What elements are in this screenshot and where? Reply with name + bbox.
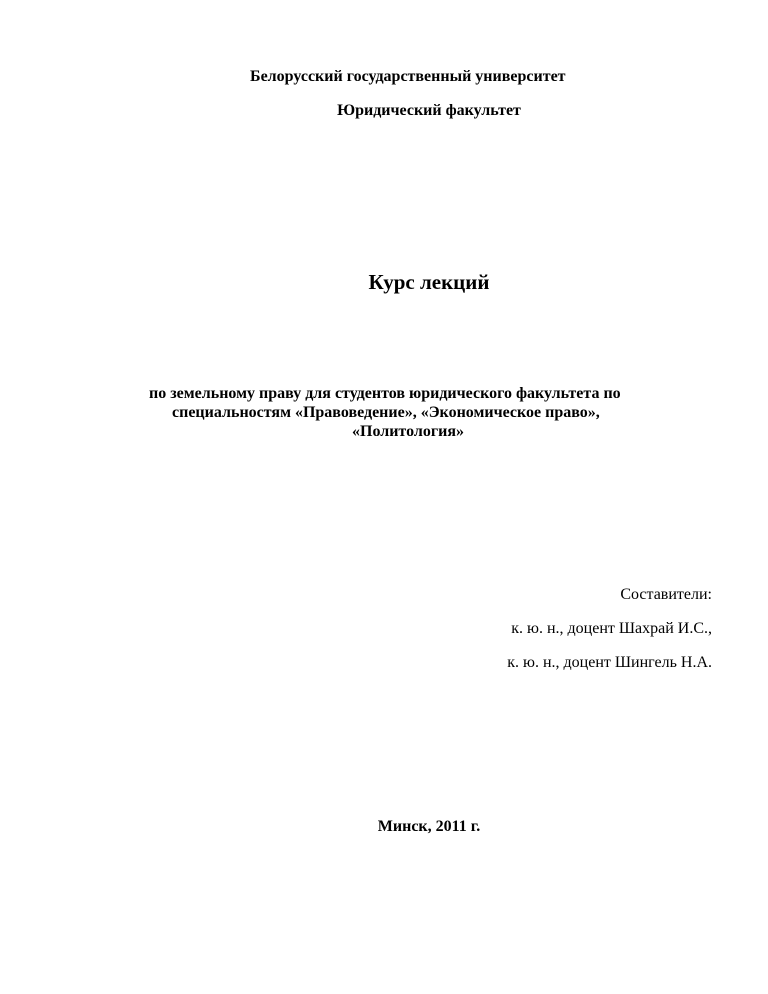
authors-heading: Составители: xyxy=(620,586,712,603)
university-name: Белорусский государственный университет xyxy=(250,68,566,85)
subtitle-line-3: «Политология» xyxy=(352,423,464,440)
faculty-name: Юридический факультет xyxy=(337,102,521,119)
city-year: Минск, 2011 г. xyxy=(377,818,481,835)
author-1: к. ю. н., доцент Шахрай И.С., xyxy=(511,620,712,637)
authors-block xyxy=(507,586,712,688)
author-2: к. ю. н., доцент Шингель Н.А. xyxy=(507,654,712,671)
document-title: Курс лекций xyxy=(368,270,490,294)
subtitle-line-2: специальностям «Правоведение», «Экономическое право», xyxy=(172,404,600,421)
subtitle-line-1: по земельному праву для студентов юридического факультета по xyxy=(149,385,621,402)
